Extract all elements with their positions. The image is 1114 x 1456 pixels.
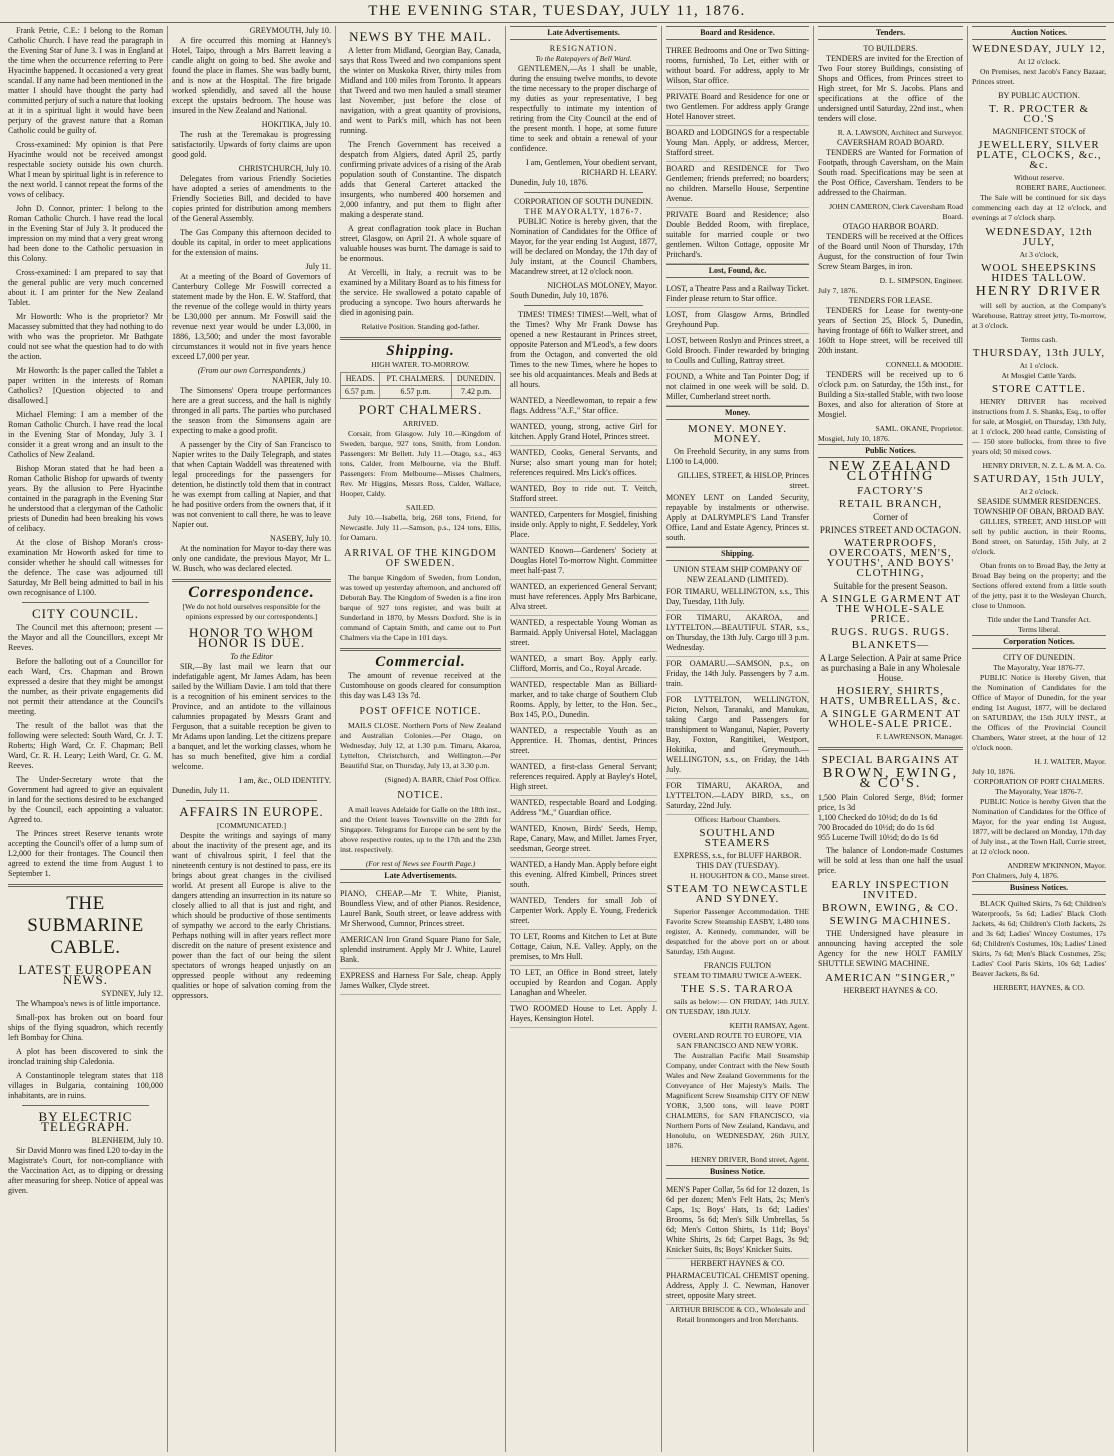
mayoralty-heading: THE MAYORALTY, 1876-7. — [524, 207, 643, 216]
henry-driver: HENRY DRIVER — [975, 284, 1103, 299]
heading-arrival: ARRIVAL OF THE KINGDOM OF SWEDEN. — [344, 548, 497, 569]
paragraph: GENTLEMEN,—As I shall be unable, during the ensuing twelve months, to devote the time necessary to the proper discharge of my duties as your representative, I beg respectfully to intimate my intention of retiring from the City Council at the end of the present month. I hope, at some future time to seek and obtain a renewal of your confidence. — [510, 64, 657, 153]
store-cattle: STORE CATTLE. — [991, 383, 1087, 395]
ad-item: WANTED, Tenders for small Job of Carpenter Work. Apply E. Young, Frederick street. — [510, 894, 657, 930]
ad-item: PHARMACEUTICAL CHEMIST opening. Address, Apply J. C. Newman, Hanover street, opposite Mary street. — [666, 1269, 809, 1305]
paragraph: A Constantinople telegram states that 118 villages in Bulgaria, containing 100,000 inhabitants, are in ruins. — [8, 1071, 163, 1100]
signature: (Signed) A. BARR, Chief Post Office. — [384, 775, 501, 784]
divider — [8, 884, 163, 887]
divider — [524, 192, 643, 193]
ad-item: FOR OAMARU.—SAMSON, p.s., on Friday, the 14th July. Passengers by 7 a.m. train. — [666, 657, 809, 693]
paragraph: BLACK Quilted Skirts, 7s 6d; Children's Waterproofs, 5s 6d; Ladies' Black Cloth Jackets, 4s 6d; Children's Cloth Jackets, 2s and 3s 6d; Ladies' Wincey Costumes, 17s 6d; Children's Costumes, 10s; Ladies' Lined Skirts, 7s 6d; Men's Black Costumes, 25s; Ladies' Cool Paris Skirts, 10s 6d; Ladies' Beaver Jackets, 8s 6d. — [972, 899, 1106, 978]
paragraph: TENDERS for Lease for twenty-one years of Section 25, Block 5, Dunedin, having frontage of 66ft to Walker street, and 160ft to Hope street, will be received till 20th instant. — [818, 306, 963, 355]
ad-item — [340, 887, 501, 933]
dateline: Dunedin, July 11. — [172, 786, 230, 795]
ad-item: FOR TIMARU, WELLINGTON, s.s., This Day, Tuesday, 11th July. — [666, 585, 809, 611]
signature: HENRY DRIVER, Bond street, Agent. — [690, 1155, 809, 1164]
paragraph: Despite the writings and sayings of many about the inactivity of the present age, and its want of chivalrous spirit, I feel that the nineteenth century is not destined to pass, ere its brings about great changes in the civilised world. At present all Europe is alive to the dangers attending an insurrection in its nature so closely allied to all that is just and right, and which should be productive of those sentiments of sympathy we accord to the early Christians. Perhaps nothing will in after years reflect more discredit on the nature of present existence and power than the fact of our being the silent spectators of wrongs heaped unjustly on an oppressed people without any redeeming qualities or hope of salvation coming from the oppressors. — [172, 831, 331, 1000]
columns — [4, 26, 1110, 1452]
ad-item: TWO ROOMED House to Let. Apply J. Hayes, Kensington Hotel. — [510, 1002, 657, 1028]
section-shipping: Shipping. — [666, 547, 809, 561]
signature: JOHN CAMERON, Clerk Caversham Road Board. — [829, 202, 963, 221]
heading-city-council: CITY COUNCIL. — [31, 606, 140, 621]
nz-clothing: NEW ZEALAND CLOTHING — [828, 459, 953, 484]
paragraph: The Princes street Reserve tenants wrote accepting the Council's offer of a lump sum of L2,000 for their frontages. The Council then agreed to extend the time from August 1 to September 1. — [8, 829, 163, 878]
ad-item: WANTED, a Handy Man. Apply before eight this evening. Alfred Kimbell, Princes street south. — [510, 858, 657, 894]
paragraph: The Council met this afternoon; present — the Mayor and all the Councillors, except Mr Reeves. — [8, 623, 163, 652]
ad-item: WANTED, Known, Birds' Seeds, Hemp, Rape, Canary, Maw, and Millet. James Fryer, seedsman, George street. — [510, 822, 657, 858]
tides-label: HIGH WATER. TO-MORROW. — [371, 360, 470, 369]
ad-item: BOARD and LODGINGS for a respectable Young Man. Apply, or address, Mercer, Stafford street. — [666, 126, 809, 162]
signature: CONNELL & MOODIE. — [885, 360, 963, 369]
price-list — [818, 793, 963, 843]
divider — [818, 747, 963, 750]
dateline: July 10, 1876. — [972, 767, 1016, 776]
signature: HERBERT HAYNES & CO. — [690, 1259, 785, 1268]
tararoa-heading: THE S.S. TARAROA — [681, 983, 794, 995]
signature: HERBERT, HAYNES, & CO. — [993, 983, 1085, 992]
paragraph: Before the balloting out of a Councillor for each Ward, Crs. Chapman and Brown expressed a desire that they might be amongst the number, as their private engagements did not permit their attendance at the Council's meeting. — [8, 657, 163, 716]
tenders-heading: TO BUILDERS. — [863, 44, 918, 53]
terms: Terms cash. — [1020, 335, 1058, 344]
dateline: Mosgiel, July 10, 1876. — [818, 434, 890, 443]
paragraph: will sell by auction, at the Company's Warehouse, Rattray street jetty, To-morrow, at 3 o'clock. — [972, 301, 1106, 330]
tide-value: 7.42 p.m. — [452, 386, 501, 399]
mayoralty-heading: The Mayoralty, Year 1876-7. — [995, 787, 1083, 796]
ad-item: WANTED, Carpenters for Mosgiel, finishing inside only. Apply to night, F. Seddeley, York Place. — [510, 508, 657, 544]
paragraph: A great conflagration took place in Buchan street, Glasgow, on April 21. A whole square of valuable houses was burnt. The damage is said to be enormous. — [340, 224, 501, 263]
ad-item: WANTED, a first-class General Servant; references required. Apply at Bayley's Hotel, High street. — [510, 760, 657, 796]
auction-time: At 3 o'clock, — [1019, 250, 1059, 259]
blankets: BLANKETS— — [851, 639, 930, 651]
ad-item: LOST, between Roslyn and Princes street, a Gold Brooch. Finder rewarded by bringing to Coulls and Culling, Rattray street. — [666, 334, 809, 370]
ad-item: BOARD and RESIDENCE for Two Gentlemen; friends preferred; no boarders; no children. Marsello House, Serpentine Avenue. — [666, 162, 809, 208]
price-row: 700 Brocaded do 10½d; do do 1s 6d — [818, 823, 934, 832]
paragraph: The Simonsens' Opera troupe performances here are a great success, and the hall is nightly thronged in all parts. The parties who purchased the season from the Simonsens again are expecting to make a good profit. — [172, 386, 331, 435]
section-public: Public Notices. — [818, 444, 963, 458]
paragraph: The Whampoa's news is of little importance. — [16, 999, 161, 1008]
paragraph: A letter from Midland, Georgian Bay, Canada, says that Ross Tweed and two companions spent the winter on Muskoka River, thirty miles from Midland and 100 miles from Toronto. It appears that Tweed and two men hauled a small steamer last November, just before the close of navigation, with a great quantity of provisions, and went to Park's mill, which has not been running. — [340, 46, 501, 135]
section-auction: Auction Notices. — [972, 26, 1106, 40]
paragraph: GILLIES, STREET, AND HISLOP will sell by public auction, in their Rooms, Bond street, on Saturday, 15th July, at 2 o'clock. — [972, 517, 1106, 556]
ad-item: FOR LYTTELTON, WELLINGTON, Picton, Nelson, Taranaki, and Manukau, taking Cargo and Passengers for transhipment to Wanganui, Napier, Poverty Bay, Foxton, Rangitikei, Westport, Hokitika, and Greymouth.—WELLINGTON, s.s., on Friday, the 14th July. — [666, 693, 809, 779]
paragraph: Oban fronts on to Broad Bay, the Jetty at Broad Bay being on the property; and the Sections offered extend from a little south of the jetty, past it to the Wesleyan Church, close to Unmoon. — [972, 561, 1106, 610]
tide-col-pt-chalmers: PT. CHALMERS. — [380, 373, 452, 386]
heading-shipping: Shipping. — [386, 343, 455, 359]
paragraph: A plot has been discovered to sink the ironclad training ship Caledonia. — [8, 1047, 163, 1066]
city-heading: CITY OF DUNEDIN. — [1003, 653, 1075, 662]
ad-item: WANTED, a respectable Youth as an Apprentice. H. Thomas, dentist, Princes street. — [510, 724, 657, 760]
wool-hides: WOOL SHEEPSKINS HIDES TALLOW. — [981, 262, 1097, 284]
ad-item: MEN'S Paper Collar, 5s 6d for 12 dozen, 1s 6d per dozen; Men's Felt Hats, 2s; Men's Caps, 1s; Boys' Hats, 1s 6d; Ladies' Brooms, 5s 6d; Men's Silk Umbrellas, 5s 6d; Men's Cotton Shirts, 1s 11d; Boys' White Shirts, 2s 6d; Carpet Bags, 3s 9d; Knicker Suits, 8s; Boys' Knicker Suits. — [666, 1183, 809, 1259]
signature: I am, &c., OLD IDENTITY. — [238, 776, 331, 785]
township: TOWNSHIP OF OBAN, BROAD BAY. — [973, 507, 1105, 516]
dateline: CHRISTCHURCH, July 10. — [238, 164, 331, 173]
heading-news-mail: NEWS BY THE MAIL. — [349, 29, 492, 44]
paragraph: John D. Connor, printer: I belong to the Roman Catholic Church. I have read the local in the Evening Star of July 3. It produced the impression on my mind that a very great wrong had been done to the Catholic persuasion in this Colony. — [8, 204, 163, 263]
ad-item: WANTED, an experienced General Servant; must have references. Apply Mrs Barbicane, Alva street. — [510, 580, 657, 616]
ad-item: WANTED, young, strong, active Girl for kitchen. Apply Grand Hotel, Princes street. — [510, 420, 657, 446]
paragraph: sails as below:— ON FRIDAY, 14th JULY. ON TUESDAY, 18th JULY. — [666, 997, 809, 1016]
signature: D. L. SIMPSON, Engineer. — [879, 276, 963, 285]
paragraph: Cross-examined: I am prepared to say that the general public are very much concerned about it. I am printer for the New Zealand Tablet. — [8, 268, 163, 307]
paragraph: Mr Howorth: Who is the proprietor? Mr Macassey submitted that they had nothing to do with who was the proprietor. Mr Bathgate could not see what the question had to do with the action. — [8, 312, 163, 361]
dateline: South Dunedin, July 10, 1876. — [510, 291, 609, 300]
singer: AMERICAN "SINGER," — [825, 972, 956, 984]
dateline: SYDNEY, July 12. — [101, 989, 163, 998]
public-auction: BY PUBLIC AUCTION. — [998, 91, 1080, 100]
tide-col-heads: HEADS. — [341, 373, 380, 386]
money-heading: MONEY. MONEY. MONEY. — [687, 423, 788, 445]
signature: ARTHUR BRISCOE & CO., Wholesale and Retail Ironmongers and Iron Merchants. — [669, 1305, 806, 1324]
ad-item: FOR TIMARU, AKAROA, and LYTTELTON.—BEAUTIFUL STAR, s.s., on Thursday, the 13th July. Cargo till 3 p.m. Wednesday. — [666, 611, 809, 657]
section-corporation: Corporation Notices. — [972, 635, 1106, 649]
title-note: Title under the Land Transfer Act. — [987, 615, 1091, 624]
divider — [186, 800, 317, 801]
harbor-heading: OTAGO HARBOR BOARD. — [842, 222, 939, 231]
auction-date: SATURDAY, 15th JULY, — [973, 473, 1105, 485]
single-garment: A SINGLE GARMENT AT THE WHOLE-SALE PRICE. — [820, 593, 961, 625]
paragraph: MAILS CLOSE. Northern Ports of New Zealand and Australian Colonies.—Per Otago, on Wednesday, July 12, at 1.30 p.m. Timaru, Akaroa, Lyttelton, Christchurch, and Wellington.—Per Beautiful Star, on Thursday, July 13, at 3.30 p.m. — [340, 721, 501, 770]
union-heading: UNION STEAM SHIP COMPANY OF NEW ZEALAND (LIMITED). — [673, 565, 802, 584]
paragraph: The Gas Company this afternoon decided to double its capital, in order to meet applications for the extension of mains. — [172, 228, 331, 257]
tide-value: 6.57 p.m. — [380, 386, 452, 399]
sailed-heading: SAILED. — [406, 503, 435, 512]
paragraph: At the nomination for Mayor to-day there was only one candidate, the previous Mayor, Mr L. W. Busch, who was declared elected. — [172, 544, 331, 573]
resignation-to: To the Ratepayers of Bell Ward. — [535, 54, 632, 63]
heading-notice: NOTICE. — [397, 790, 444, 801]
price-row: 1,500 Plain Colored Serge, 8½d; former price, 1s 3d — [818, 793, 963, 812]
ad-item: MONEY LENT on Landed Security, repayable by instalments or otherwise. Apply at DALRYMPLE'S Land Transfer Office, Land and Estate Agency, Princes st. south. — [666, 491, 809, 547]
mayoralty-heading: The Mayoralty, Year 1876-77. — [993, 663, 1085, 672]
ad-item: WANTED Known—Gardeners' Society at Douglas Hotel To-morrow Night. Committee meet half-past 7. — [510, 544, 657, 580]
ad-item: PRIVATE Board and Residence for one or two Gentlemen. For address apply Grange Hotel Hanover street. — [666, 90, 809, 126]
arrived-heading: ARRIVED. — [402, 419, 439, 428]
paragraph: The rush at the Teremakau is progressing satisfactorily. Upwards of forty claims are upon good gold. — [172, 130, 331, 159]
section-lost: Lost, Found, &c. — [666, 264, 809, 278]
signature: ANDREW M'KINNON, Mayor. — [1007, 861, 1106, 870]
dateline: July 11. — [305, 262, 331, 271]
early-inspection: EARLY INSPECTION INVITED. — [831, 879, 950, 901]
section-business: Business Notices. — [972, 881, 1106, 895]
paragraph: THE Undersigned have pleasure in announcing having accepted the sole Agency for the new HOLT FAMILY SHUTTLE SEWING MACHINE. — [818, 929, 963, 968]
signature: HENRY DRIVER, N. Z. L. & M. A. Co. — [982, 461, 1106, 470]
paragraph: A mail leaves Adelaide for Galle on the 18th inst., and the Orient leaves Townsville on the 28th for Singapore. Telegrams for Europe can be sent by the above respective routes, up to the 17th and the 23th inst. respectively. — [340, 805, 501, 854]
column-1 — [4, 26, 168, 1452]
paragraph: HENRY DRIVER has received instructions from J. S. Shanks, Esq., to offer for sale, at Mosgiel, on Thursday, 13th July, at 1 o'clock, 200 head cattle, Consisting of— 150 store bullocks, from three to five years old; 50 mixed cows. — [972, 397, 1107, 456]
heading-submarine-cable: THE SUBMARINE CABLE. — [27, 893, 144, 958]
dateline: Dunedin, July 10, 1876. — [510, 178, 588, 187]
resignation-heading: RESIGNATION. — [549, 44, 618, 53]
heading-honor: HONOR TO WHOM HONOR IS DUE. — [189, 625, 314, 650]
column-4 — [506, 26, 662, 1452]
continued-note: (For rest of News see Fourth Page.) — [365, 859, 476, 868]
dateline: Port Chalmers, July 4, 1876. — [972, 871, 1059, 880]
rugs: RUGS. RUGS. RUGS. — [831, 626, 950, 638]
express-heading: EXPRESS, s.s., for BLUFF HARBOR. — [673, 851, 802, 860]
tide-value: 6.57 p.m. — [341, 386, 380, 399]
paragraph: PUBLIC Notice is hereby Given that the Nomination of Candidates for the Office of Mayor, for the year ending 1st August, 1877, will be declared on Monday, 17th day of July inst., at the Town Hall, Currie street, at 12 o'clock noon. — [972, 797, 1106, 856]
section-late-advertisements: Late Advertisements. — [510, 26, 657, 40]
magnificent-stock: MAGNIFICENT STOCK of — [992, 127, 1086, 136]
without-reserve: Without reserve. — [1013, 173, 1065, 182]
tide-table — [340, 372, 501, 399]
heading-correspondence: Correspondence. — [188, 584, 315, 601]
editorial-note: [We do not hold ourselves responsible for the opinions expressed by our correspondents.] — [182, 602, 321, 621]
signature: H. HOUGHTON & CO., Manse street. — [690, 871, 809, 880]
overland-heading: OVERLAND ROUTE TO EUROPE, VIA SAN FRANCISCO AND NEW YORK. — [672, 1031, 803, 1050]
column-5 — [662, 26, 814, 1452]
paragraph: At a meeting of the Board of Governors of Canterbury College Mr Foswill corrected a statement made by the Hon. E. W. Stafford, that the revenue of the college would in thirty years be L30,000 per annum. Mr Foswill said the revenue next year would be under L3,000, in 1886, L3,500; and under the most favorable circumstances it would not in five years hence exceed L7,000 per year. — [172, 272, 331, 361]
terms: Terms liberal. — [1017, 625, 1061, 634]
ad-text: PIANO, CHEAP.—Mr T. White, Pianist, Boundless View, and of other Pianos. Residence, Laurel Bank, South street, or leave address with Mr Sherwood, Cumnor, Princes street. — [340, 889, 501, 928]
auction-place: At Mosgiel Cattle Yards. — [1001, 371, 1077, 380]
ad-item — [340, 933, 501, 969]
paragraph: The balance of London-made Costumes will be sold at less than one half the usual price. — [818, 846, 963, 875]
heading-affairs-europe: AFFAIRS IN EUROPE. — [179, 804, 324, 819]
signature: HERBERT HAYNES & CO. — [843, 986, 938, 995]
ad-text: AMERICAN Iron Grand Square Piano for Sale, splendid instrument. Apply Mr J. White, Laurel Bank. — [340, 935, 501, 964]
divider — [172, 579, 331, 582]
to-editor: To the Editor — [230, 652, 273, 661]
ad-item: FOUND, a White and Tan Pointer Dog; if not claimed in one week will be sold. D. Miller, Cumberland street north. — [666, 370, 809, 406]
column-2 — [168, 26, 336, 1452]
jewellery: JEWELLERY, SILVER PLATE, CLOCKS, &c., &c. — [976, 139, 1102, 171]
timaru-heading: STEAM TO TIMARU TWICE A-WEEK. — [673, 971, 802, 980]
paragraph: Bishop Moran stated that he had been a Roman Catholic Bishop for upwards of twenty years. By the allusion to Pere Hyacinthe contained in the paragraph in the Evening Star he understood that a clergyman of the Catholic priests of Dunedin had been breaking his vows of celibacy. — [8, 464, 163, 533]
southland-heading: SOUTHLAND STEAMERS — [699, 827, 776, 849]
paragraph: Michael Fleming: I am a member of the Roman Catholic Church. I have read the local in the Evening Star of Monday, July 3. I consider it a great wrong and an insult to the Catholics of New Zealand. — [8, 410, 163, 459]
note: Relative Position. Standing god-father. — [361, 322, 480, 331]
corner: Corner of — [873, 512, 908, 522]
pc-heading: CORPORATION OF PORT CHALMERS. — [973, 777, 1105, 786]
paragraph: On Freehold Security, in any sums from L100 to L4,000. — [666, 447, 809, 466]
paragraph: The amount of revenue received at the Customhouse on goods cleared for consumption this day was L43 13s 7d. — [340, 671, 501, 700]
corp-heading: CORPORATION OF SOUTH DUNEDIN. — [514, 197, 653, 206]
section-board: Board and Residence. — [666, 26, 809, 40]
paragraph: Small-pox has broken out on board four ships of the flying squadron, which recently left Bombay for China. — [8, 1013, 163, 1042]
paragraph: The barque Kingdom of Sweden, from London, was towed up yesterday afternoon, and anchored off Deborah Bay. The Kingdom of Sweden is a fine iron barque of 927 tons register, and was built at Sunderland in 1870, by Messrs Doxford. She is in command of Captain Smith, and came out to Port Chalmers via the Cape in 101 days. — [340, 573, 501, 642]
paragraph: TENDERS will be received at the Offices of the Board until Noon of Thursday, 17th August, for the construction of four Twin Screw Steam Barges, in iron. — [818, 232, 963, 271]
paragraph: TIMES! TIMES! TIMES!—Well, what of the Times? Why Mr Frank Dowse has opened a new Restaurant in Princes street, opposite Paterson and M'Leod's, a few doors from the Octagon, and converted the old Times to the new Times, where he hopes to see his old acquaintances. Meals and Beds at all hours. — [510, 310, 657, 389]
brown-ewing-2: BROWN, EWING, & CO. — [822, 902, 959, 914]
brown-ewing: BROWN, EWING, & CO'S. — [822, 766, 959, 791]
paragraph: SIR,—By last mail we learn that our indefatigable agent, Mr James Adam, has been sailed by the William Davie. I am told that there is a recognition of his eminent services to the Province, and an antidote to the villainous calumnies propagated by Messrs Grant and Ferguson, that a suitable reception be given to Mr Adams upon landing. Let the citizens prepare a banquet, and let the working classes, whom he has so much benefited, give him a cordial welcome. — [172, 662, 331, 771]
paragraph: A passenger by the City of San Francisco to Napier writes to the Daily Telegraph, and states that when Captain Waddell was threatened with legal proceedings for the passengers for detention, he distinctly told them that in contract he was exempt from calling at Napier, and that he had positive orders from the owners that, if it was not convenient to call there, he was to leave Napier out. — [172, 440, 331, 529]
hosiery: HOSIERY, SHIRTS, HATS, UMBRELLAS, &c. — [819, 685, 962, 707]
paragraph: On Premises, next Jacob's Fancy Bazaar, Princes street. — [972, 67, 1106, 86]
dateline: July 7, 1876. — [818, 286, 858, 295]
ad-item: WANTED, respectable Board and Lodging. Address "M.," Guardian office. — [510, 796, 657, 822]
auction-time: At 2 o'clock. — [1019, 487, 1059, 496]
heading-port-chalmers: PORT CHALMERS. — [358, 402, 483, 417]
heading-latest-news: LATEST EUROPEAN NEWS. — [18, 962, 153, 987]
paragraph: The French Government has received a despatch from Algiers, dated April 25, partly confirming private advices of a rising of the Arab population south of Constantine. The dispatch adds that General Carteret attacked the insurgents, who numbered 400 horsemen and 2,000 infantry, and put them to flight after making a desperate stand. — [340, 140, 501, 219]
paragraph: The result of the ballot was that the following were selected: South Ward, Cr. J. T. Roberts; High Ward, Cr. F. Chapman; Bell Ward, Cr. R. H. Leary; Leith Ward, Cr. G. M. Reeves. — [8, 721, 163, 770]
divider — [340, 337, 501, 340]
ad-item: LOST, a Theatre Pass and a Railway Ticket. Finder please return to Star office. — [666, 282, 809, 308]
section-business: Business Notice. — [666, 1165, 809, 1179]
dateline: HOKITIKA, July 10. — [261, 120, 331, 129]
divider — [524, 305, 643, 306]
signature: KEITH RAMSAY, Agent. — [729, 1021, 809, 1030]
auction-date: THURSDAY, 13th JULY, — [972, 347, 1106, 359]
paragraph: PUBLIC Notice is hereby given, that the Nomination of Candidates for the Office of Mayor, for the year ending 1st August, 1877, will be declared on Monday, the 17th day of July instant, at the Council Chambers, Macandrew street, at 12 o'clock noon. — [510, 217, 657, 276]
waterproofs: WATERPROOFS, OVERCOATS, MEN'S, YOUTHS', AND BOYS' CLOTHING, — [826, 537, 955, 579]
ad-item: FOR TIMARU, AKAROA, and LYTTELTON.—LADY BIRD, s.s., on Saturday, 22nd July. — [666, 779, 809, 815]
newcastle-heading: STEAM TO NEWCASTLE AND SYDNEY. — [666, 883, 809, 905]
auction-time: At 12 o'clock. — [1017, 57, 1061, 66]
paragraph: TENDERS will be received up to 6 o'clock p.m. on Saturday, the 15th inst., for Building a Six-stalled Stable, with two loose Boxes, and also for alteration of Store at Mosgiel. — [818, 370, 963, 419]
dateline: GREYMOUTH, July 10. — [249, 26, 331, 35]
price-row: 955 Lucerne Twill 10½d; do do 1s 6d — [818, 833, 939, 842]
ad-item: WANTED, Boy to ride out. T. Veitch, Stafford street. — [510, 482, 657, 508]
divider — [340, 648, 501, 651]
signature: R. A. LAWSON, Architect and Surveyor. — [837, 128, 963, 137]
seaside: SEASIDE SUMMER RESIDENCES. — [977, 497, 1101, 506]
column-6 — [814, 26, 968, 1452]
signature: H. J. WALTER, Mayor. — [1034, 757, 1106, 766]
dateline: BLENHEIM, July 10. — [91, 1136, 163, 1145]
paragraph: Superior Passenger Accommodation. THE Favorite Screw Steamship EASBY, 1,480 tons register, A. Kennedy, commander, will be despatched for the above port on or about Saturday, 15th August. — [666, 907, 809, 956]
ad-item: WANTED, Cooks, General Servants, and Nurse; also smart young man for hotel; references required. Mrs Lick's offices. — [510, 446, 657, 482]
ad-item: WANTED, a respectable Young Woman as Barmaid. Apply Universal Hotel, Maclaggan street. — [510, 616, 657, 652]
special-bargains: SPECIAL BARGAINS AT — [821, 754, 960, 766]
paragraph: July 10.—Isabella, brig, 268 tons, Friend, for Newcastle. July 11.—Samson, p.s., 124 tons, Ellis, for Oamaru. — [340, 513, 501, 542]
ad-item: WANTED, respectable Man as Billiard-marker, and to take charge of Southern Club Rooms. Apply, by letter, to the Hon. Sec., Box 145, P.O., Dunedin. — [510, 678, 657, 724]
heading-post-office: POST OFFICE NOTICE. — [359, 706, 482, 717]
paragraph: The Under-Secretary wrote that the Government had agreed to give an equivalent in land for the sections desired to be exchanged by the Council, each appointing a valuator. Agreed to. — [8, 775, 163, 824]
corner-address: PRINCES STREET AND OCTAGON. — [819, 525, 962, 535]
auction-time: At 1 o'clock. — [1019, 361, 1059, 370]
paragraph: At Vercelli, in Italy, a recruit was to be examined by a Military Board as to his fitness for the service. He swallowed a potato capable of producing a syncope. Two hours afterwards he died in agonising pain. — [340, 268, 501, 317]
price-row: 1,100 Checked do 10½d; do do 1s 6d — [818, 813, 938, 822]
paragraph: Delegates from various Friendly Societies have adopted a series of amendments to the Friendly Societies Bill, and decided to have copies printed for distribution among members of the General Assembly. — [172, 174, 331, 223]
signature: GILLIES, STREET, & HISLOP, Princes street. — [677, 471, 809, 490]
dateline: NASEBY, July 10. — [269, 534, 331, 543]
auction-date: WEDNESDAY, 12th JULY, — [985, 226, 1093, 248]
heading-commercial: Commercial. — [375, 654, 466, 670]
heading-electric-telegraph: BY ELECTRIC TELEGRAPH. — [38, 1109, 133, 1134]
correspondents-note: (From our own Correspondents.) — [197, 366, 306, 375]
paragraph: At the close of Bishop Moran's cross-examination Mr Howorth asked for time to consider whether he should call witnesses for the defence. The case was adjourned till Saturday, Mr Bell being admitted to bail in his own recognisance of L100. — [8, 538, 163, 597]
ad-item: PRIVATE Board and Residence; also Double Bedded Room, with fireplace, suitable for married couple or two gentlemen. Wilton Cottage, opposite Mr Pritchard's. — [666, 208, 809, 264]
ad-item: LOST, from Glasgow Arms, Brindled Greyhound Pup. — [666, 308, 809, 334]
signature: SAML. OKANE, Proprietor. — [875, 424, 963, 433]
section-money: Money. — [666, 406, 809, 420]
column-7 — [968, 26, 1110, 1452]
column-3 — [336, 26, 506, 1452]
paragraph: Sir David Monro was fined L20 to-day in the Magistrate's Court, for non-compliance with the Vaccination Act, as to dipping or dressing after measuring for sheep. Notice of appeal was given. — [8, 1146, 163, 1195]
ad-item: THREE Bedrooms and One or Two Sitting-rooms, furnished, To Let, either with or without board. For address, apply to Mr Wilson, Star office. — [666, 44, 809, 90]
single-garment-2: A SINGLE GARMENT AT WHOLE-SALE PRICE. — [820, 708, 961, 730]
suitable: Suitable for the present Season. — [833, 581, 948, 591]
large-selection: A Large Selection. A Pair at same Price as purchasing a Bale in any Wholesale House. — [819, 653, 962, 683]
paragraph: Corsair, from Glasgow. July 10.—Kingdom of Sweden, barque, 927 tons, Smith, from London. Passengers: Mr Bellett. July 11.—Otago, s.s., 463 tons, Calder, from Melbourne, via the Bluff. Passengers: From Melbourne—Misses Chalmers, Rev. Mr Higgins, Messrs Ross, Calder, Wallace, Hooper, Caldy. — [340, 429, 501, 498]
section-late-ads: Late Advertisements. — [340, 869, 501, 883]
paragraph: Cross-examined: My opinion is that Pere Hyacinthe would not be received amongst respectable society outside his own church. What I mean by spiritual light is in reference to the next world. I cannot repeat the forms of the vows of celibacy. — [8, 140, 163, 199]
caversham-heading: CAVERSHAM ROAD BOARD. — [836, 138, 945, 147]
divider — [22, 1105, 149, 1106]
paragraph: Frank Petrie, C.E.: I belong to the Roman Catholic Church. I have read the paragraph in the Evening Star of June 3. I was in England at the time when the occurrence referring to Pere Hyacinthe happened. It occasioned a very great scandal. If any name had been mentioned in the matter I should have thought the party had committed perjury of such a nature that looking at it in a spiritual light it would have been perjury of the gravest nature that a Roman Catholic could be guilty of. — [8, 26, 163, 135]
section-tenders: Tenders. — [818, 26, 963, 40]
factory: FACTORY'S — [857, 485, 924, 497]
paragraph: A fire occurred this morning at Hanney's Hotel, Taipo, through a Mrs Barrett leaving a candle alight on going to bed. She awoke and found the place in flames. She was badly burnt, and is now at the Hospital. The fire brigade worked splendidly, and saved all the house except the upstairs bedroom. The house was insured in the New Zealand and National. — [172, 36, 331, 115]
masthead: THE EVENING STAR, TUESDAY, JULY 11, 1876. — [0, 0, 1114, 23]
ad-item — [340, 969, 501, 995]
signature: FRANCIS FULTON — [703, 961, 772, 970]
dateline: NAPIER, July 10. — [272, 376, 331, 385]
ad-item: TO LET, an Office in Bond street, lately occupied by Reardon and Cogan. Apply Lanaghan and Wheeler. — [510, 966, 657, 1002]
signature: F. LAWRENSON, Manager. — [876, 732, 963, 741]
tide-col-dunedin: DUNEDIN. — [452, 373, 501, 386]
paragraph: TENDERS are Wanted for Formation of Footpath, through Caversham, on the Main South road. Specifications may be seen at the Post Office, Caversham. Tenders to be addressed to the Chairman. — [818, 148, 963, 197]
communicated-note: [COMMUNICATED.] — [217, 821, 286, 830]
paragraph: The Sale will be continued for six days commencing each day at 12 o'clock, and evenings at 7 o'clock sharp. — [972, 193, 1106, 222]
retail-branch: RETAIL BRANCH, — [838, 498, 943, 510]
ad-item: TO LET, Rooms and Kitchen to Let at Bute Cottage, Caiun, N.E. Valley. Apply, on the premises, to Mrs Hull. — [510, 930, 657, 966]
paragraph: The Australian Pacific Mail Steamship Company, under Contract with the New South Wales and New Zealand Governments for the Conveyance of Her Majesty's Mails. The Magnificent Screw Steamship CITY OF NEW YORK, 3,500 tons, will leave PORT CHALMERS, for SAN FRANCISCO, via Northern Ports of New Zealand, Kandavu, and Honolulu, on WEDNESDAY, 26th JULY, 1876. — [666, 1051, 809, 1150]
ad-item: WANTED, a smart Boy. Apply early. Clifford, Morris, and Co., Royal Arcade. — [510, 652, 657, 678]
paragraph: Mr Howorth: Is the paper called the Tablet a paper written in the interests of Roman Catholics? [Question objected to and disallowed.] — [8, 366, 163, 405]
express-day: THIS DAY (TUESDAY). — [696, 861, 779, 870]
auction-date: WEDNESDAY, JULY 12, — [972, 43, 1106, 55]
signature: I am, Gentlemen, Your obedient servant, RICHARD H. LEARY. — [525, 158, 657, 177]
ad-item: WANTED, a Needlewoman, to repair a few flags. Address "A.F.," Star office. — [510, 394, 657, 420]
paragraph: PUBLIC Notice is Hereby Given, that the Nomination of Candidates for the Office of Mayor of Dunedin, for the year ending 1st August, 1877, will be declared on SATURDAY, the 15th JULY INST., at the Offices of the Provincial Council Chambers, Water street, at the hour of 12 o'clock noon. — [972, 673, 1106, 752]
paragraph: TENDERS are invited for the Erection of Two Four storey Buildings, consisting of Shops and Offices, from Princes street to High street, for Mr S. Jacobs. Plans and specifications at the office of the undersigned until Saturday, 22nd inst., when tenders will close. — [818, 54, 963, 123]
proctor: T. R. PROCTER & CO.'S — [988, 103, 1090, 125]
ad-text: EXPRESS and Harness For Sale, cheap. Apply James Walker, Clyde street. — [340, 971, 501, 990]
offices: Offices: Harbour Chambers. — [694, 815, 781, 824]
divider — [22, 602, 149, 603]
signature: ROBERT BARE, Auctioneer. — [1015, 183, 1106, 192]
signature: NICHOLAS MOLONEY, Mayor. — [547, 281, 657, 290]
lease-heading: TENDERS FOR LEASE. — [848, 296, 933, 305]
sewing-machines: SEWING MACHINES. — [829, 915, 952, 927]
